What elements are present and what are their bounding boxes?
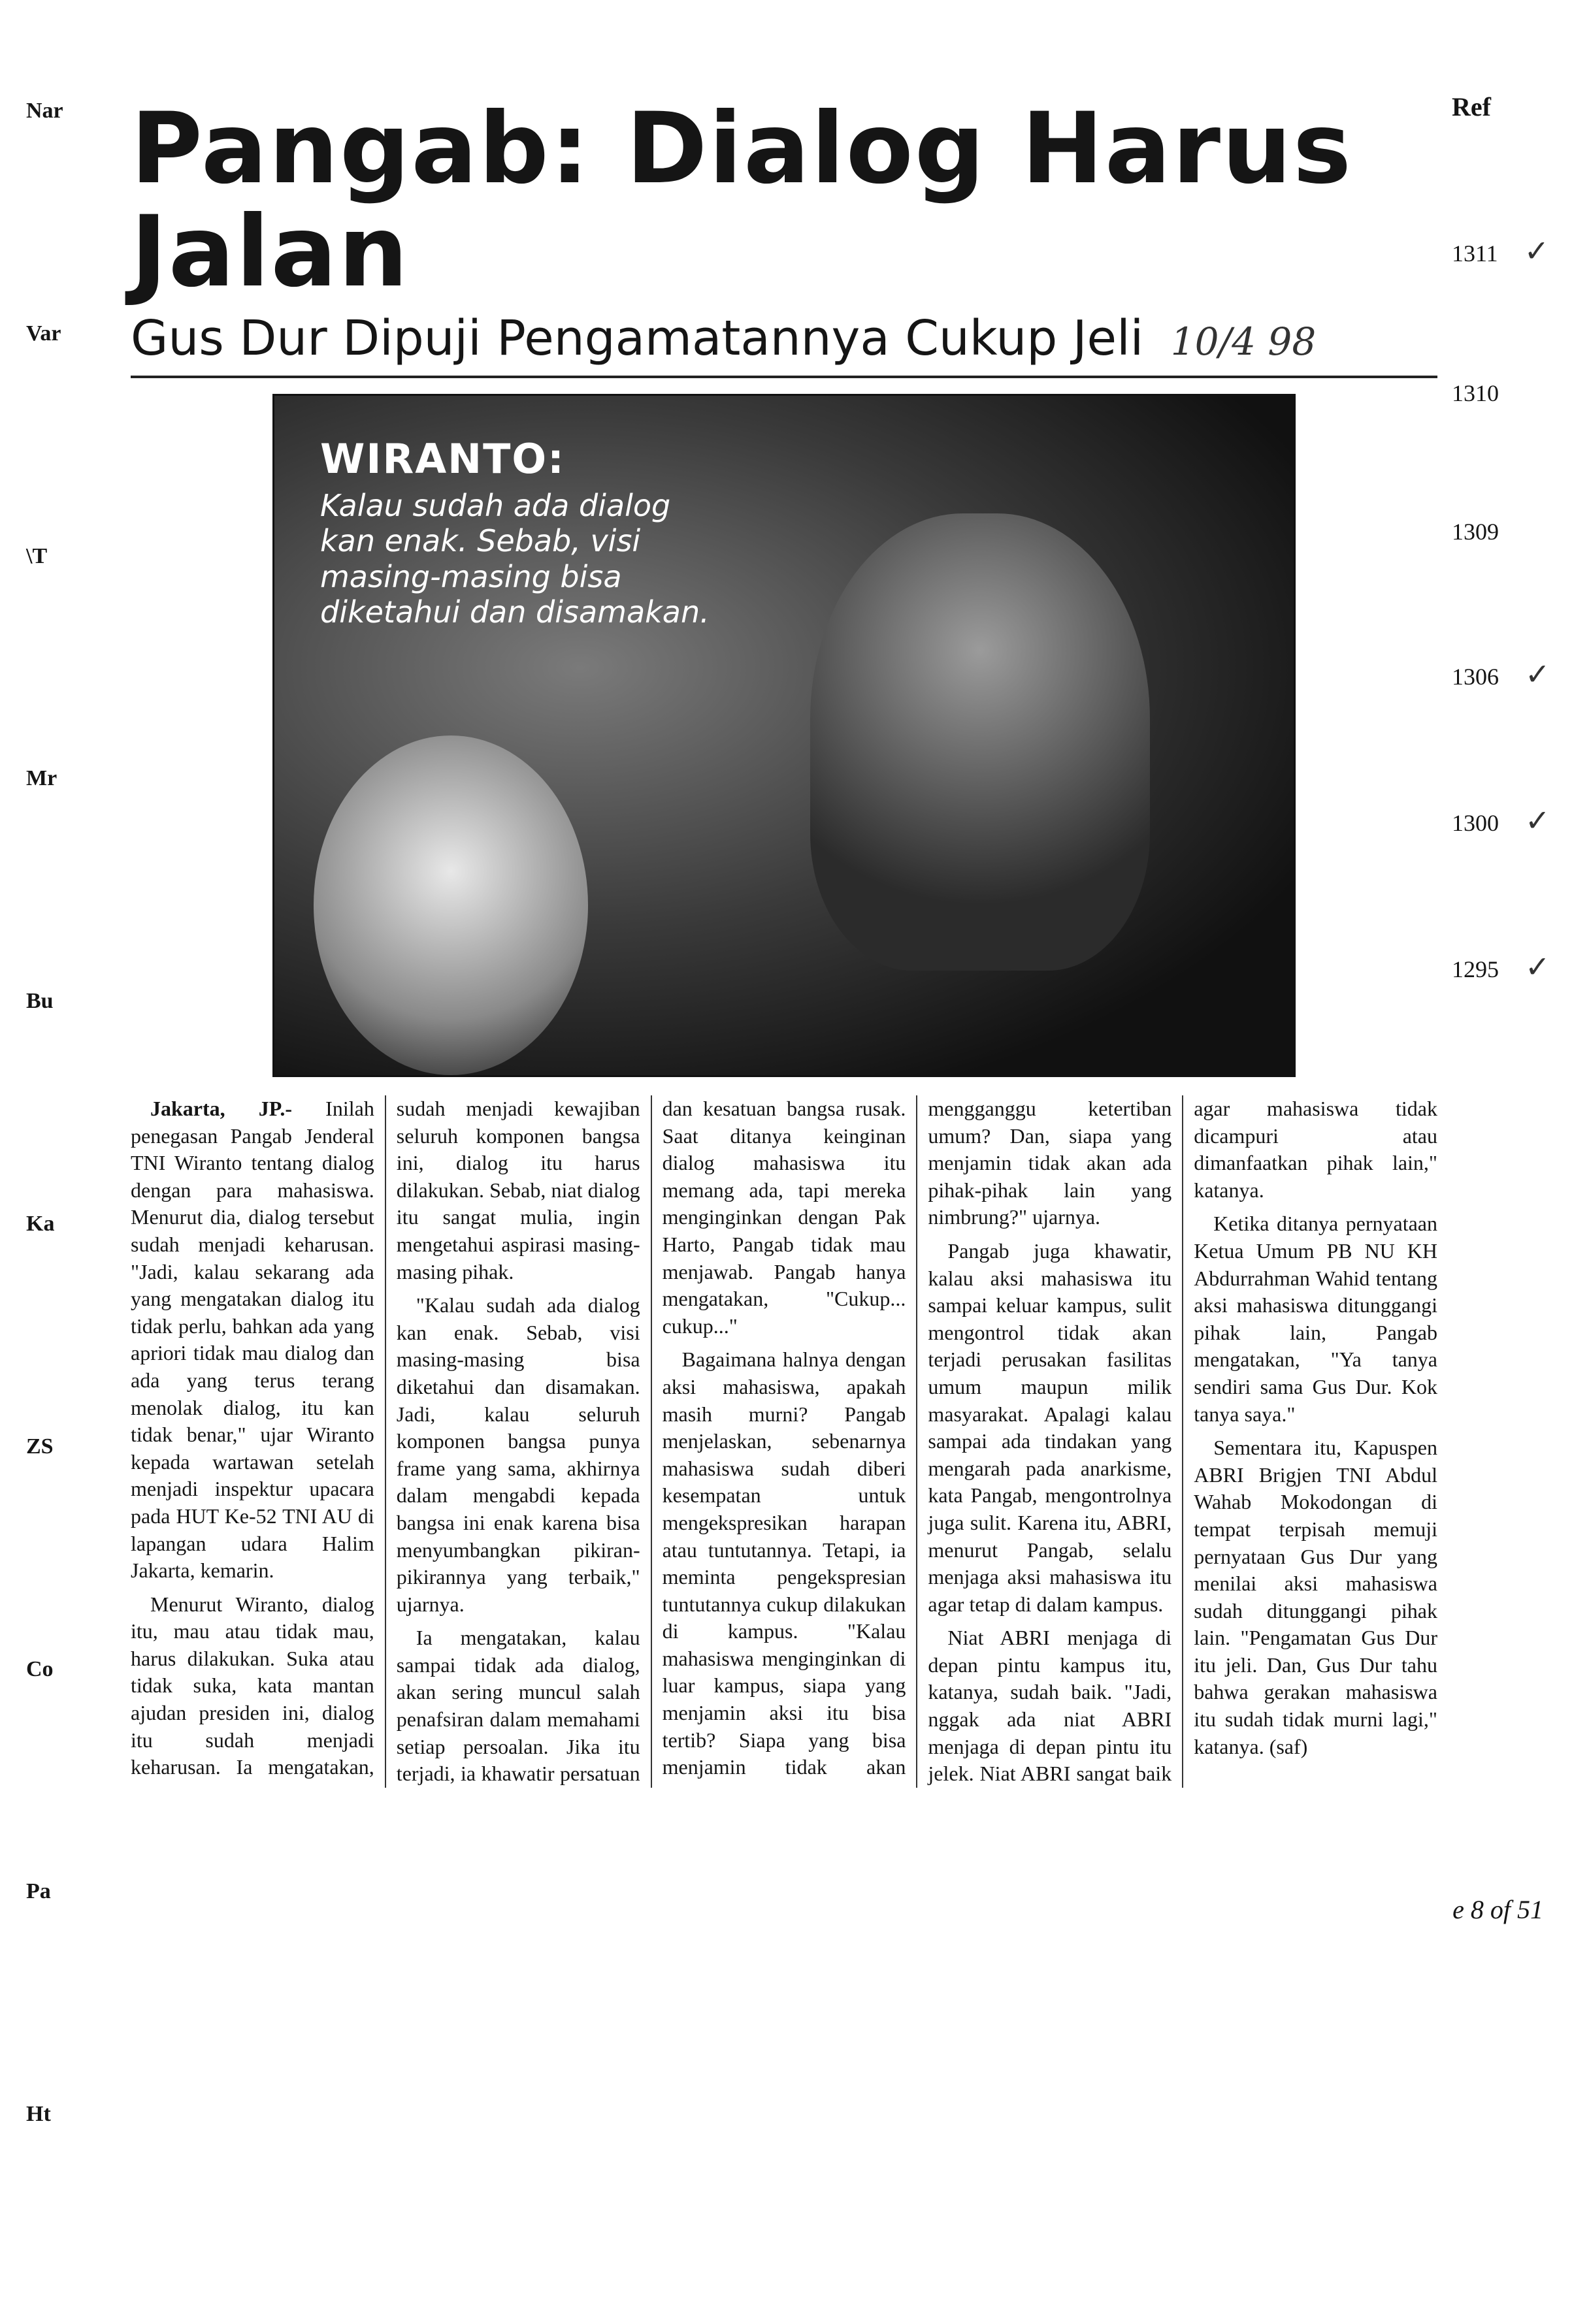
checkmark-icon: ✓ [1524, 234, 1550, 268]
checkmark-icon: ✓ [1525, 804, 1550, 837]
article-paragraph: Ketika ditanya pernyataan Ketua Umum PB NU KH Abdurrahman Wahid tentang aksi mahasiswa ditunggangi pihak lain, Pangab mengatakan, "Ya tanya sendiri sama Gus Dur. Kok tanya saya." [1194, 1212, 1437, 1426]
left-margin-labels [26, 98, 105, 2324]
margin-label: Ka [26, 1211, 55, 1236]
ref-number-text: 1310 [1452, 380, 1499, 406]
article-paragraph: Ia mengatakan, kalau sampai tidak ada dialog, akan sering muncul salah penafsiran dalam memahami setiap persoalan. Jika itu terjadi, ia khawatir persatuan dan kesatuan bangsa rusak. Saat ditanya keinginan dialog mahasiswa itu memang ada, tapi mereka menginginkan dengan Pak Harto, Pangab tidak mau menjawab. Pangab hanya mengatakan, "Cukup... cukup..." [396, 1097, 906, 1786]
photo-person-figure [810, 513, 1150, 971]
margin-label: Ht [26, 2102, 51, 2127]
article-paragraph [131, 1095, 374, 1585]
checkmark-icon: ✓ [1525, 658, 1550, 691]
ref-number-text: 1311 [1452, 240, 1498, 266]
ref-number [1452, 233, 1550, 268]
margin-label: ZS [26, 1434, 54, 1459]
photo-caption [320, 435, 725, 630]
photo-caption-title: WIRANTO: [320, 435, 565, 483]
article-body [131, 1095, 1437, 1788]
headline: Pangab: Dialog Harus Jalan [131, 92, 1353, 309]
article-paragraph: Sementara itu, Kapuspen ABRI Brigjen TNI Abdul Wahab Mokodongan di tempat terpisah memuji pernyataan Gus Dur yang menilai aksi mahasiswa sudah ditunggangi pihak lain. "Pengamatan Gus Dur itu jeli. Dan, Gus Dur tahu bahwa gerakan mahasiswa itu sudah tidak murni lagi," katanya. (saf) [1194, 1436, 1437, 1758]
margin-label: Nar [26, 99, 63, 123]
ref-number-text: 1306 [1452, 664, 1499, 690]
checkmark-icon: ✓ [1525, 950, 1550, 984]
article-paragraph-text: Inilah penegasan Pangab Jenderal TNI Wiranto tentang dialog dengan para mahasiswa. Menurut dia, dialog tersebut sudah menjadi keharusan. "Jadi, kalau sekarang ada yang mengatakan dialog itu tidak perlu, bahkan ada yang apriori tidak mau dialog dan ada yang terus terang menolak dialog, itu kan tidak benar," ujar Wiranto kepada wartawan setelah menjadi inspektur upacara pada HUT Ke-52 TNI AU di lapangan udara Halim Jakarta, kemarin. [131, 1097, 374, 1583]
dateline: Jakarta, JP.- [150, 1097, 293, 1120]
ref-number [1452, 656, 1550, 692]
photo-caption-body: Kalau sudah ada dialog kan enak. Sebab, visi masing-masing bisa diketahui dan disamakan. [320, 488, 710, 630]
page-count: e 8 of 51 [1452, 1895, 1543, 1924]
ref-number-text: 1295 [1452, 956, 1499, 982]
ref-number-text: 1309 [1452, 519, 1499, 545]
photo-microphone-figure [314, 735, 588, 1075]
ref-number [1452, 518, 1550, 545]
margin-label: Bu [26, 989, 54, 1014]
article-paragraph: Bagaimana halnya dengan aksi mahasiswa, apakah masih murni? Pangab menjelaskan, sebenarnya mahasiswa sudah diberi kesempatan untuk mengekspresikan harapan atau tuntutannya. Tetapi, ia meminta pengekspresian tuntutannya cukup dilakukan di kampus. "Kalau mahasiswa menginginkan di luar kampus, siapa yang menjamin aksi itu bisa tertib? Siapa yang bisa menjamin tidak akan mengganggu ketertiban umum? Dan, siapa yang menjamin tidak akan ada pihak-pihak lain yang nimbrung?" ujarnya. [662, 1097, 1172, 1779]
margin-label: Mr [26, 766, 57, 791]
article-paragraph: Menurut Wiranto, dialog itu, mau atau tidak mau, harus dilakukan. Suka atau tidak suka, kata mantan ajudan presiden ini, dialog itu sudah menjadi keharusan. Ia mengatakan, sudah menjadi kewajiban seluruh komponen bangsa ini, dialog itu harus dilakukan. Sebab, niat dialog itu sangat mulia, ingin mengetahui aspirasi masing-masing pihak. [131, 1097, 640, 1779]
article [131, 92, 1437, 1788]
subheadline [131, 310, 1437, 366]
subheadline-text: Gus Dur Dipuji Pengamatannya Cukup Jeli [131, 310, 1144, 366]
article-paragraph: Niat ABRI menjaga di depan pintu kampus itu, katanya, sudah baik. "Jadi, nggak ada niat ABRI menjaga di depan pintu itu jelek. Niat ABRI sangat baik agar mahasiswa tidak dicampuri atau dimanfaatkan pihak lain," katanya. [928, 1097, 1437, 1786]
reference-strip [1452, 91, 1550, 984]
ref-number-text: 1300 [1452, 810, 1499, 836]
article-paragraph: "Kalau sudah ada dialog kan enak. Sebab, visi masing-masing bisa diketahui dan disamakan. Jadi, kalau seluruh komponen bangsa punya frame yang sama, akhirnya dalam mengabdi kepada bangsa ini enak karena bisa menyumbangkan pikiran-pikirannya yang terbaik," ujarnya. [396, 1293, 640, 1616]
margin-label: Var [26, 321, 61, 346]
margin-label: Co [26, 1656, 54, 1681]
ref-number [1452, 803, 1550, 838]
divider [131, 376, 1437, 378]
ref-label: Ref [1452, 92, 1491, 121]
handwritten-date: 10/4 98 [1170, 319, 1317, 364]
article-paragraph: Pangab juga khawatir, kalau aksi mahasiswa itu sampai keluar kampus, sulit mengontrol tidak akan terjadi perusakan fasilitas umum maupun milik masyarakat. Apalagi kalau sampai ada tindakan yang mengarah pada anarkisme, kata Pangab, mengontrolnya juga sulit. Karena itu, ABRI, menurut Pangab, selalu menjaga aksi mahasiswa itu agar tetap di dalam kampus. [928, 1238, 1172, 1616]
ref-number [1452, 949, 1550, 984]
ref-number [1452, 379, 1550, 407]
margin-label: \T [26, 543, 48, 568]
article-photo [272, 394, 1296, 1077]
margin-label: Pa [26, 1879, 51, 1904]
